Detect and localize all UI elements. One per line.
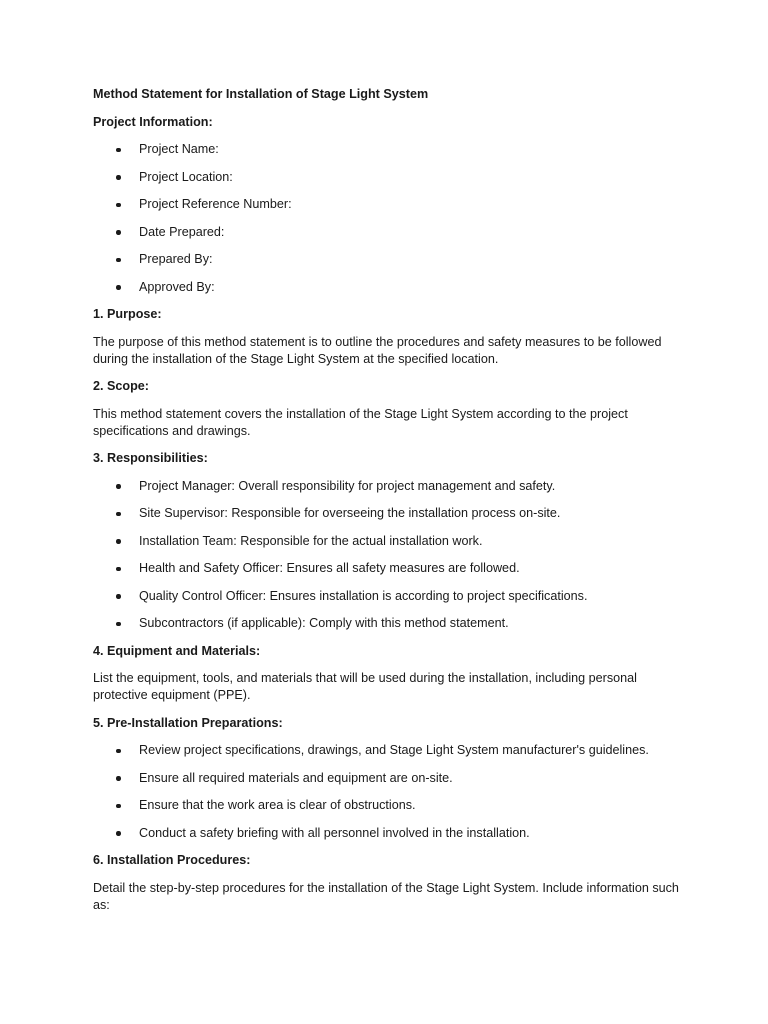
list-item: Review project specifications, drawings, and Stage Light System manufacturer's guidelines. (93, 742, 683, 759)
list-item: Ensure all required materials and equipment are on-site. (93, 770, 683, 787)
scope-paragraph: This method statement covers the installation of the Stage Light System according to the project specifications and drawings. (93, 406, 628, 438)
pre-installation-list (93, 742, 683, 842)
purpose-heading: 1. Purpose: (93, 307, 162, 321)
bullet-icon (116, 622, 121, 627)
list-item: Project Manager: Overall responsibility for project management and safety. (93, 478, 683, 495)
bullet-icon (116, 776, 121, 781)
procedures-heading: 6. Installation Procedures: (93, 853, 251, 867)
responsibilities-list (93, 478, 683, 633)
bullet-icon (116, 148, 121, 153)
pre-installation-heading: 5. Pre-Installation Preparations: (93, 715, 283, 730)
document-title: Method Statement for Installation of Stage Light System (93, 87, 429, 101)
list-item: Subcontractors (if applicable): Comply with this method statement. (93, 615, 683, 632)
list-item: Conduct a safety briefing with all personnel involved in the installation. (93, 825, 683, 842)
list-item: Site Supervisor: Responsible for overseeing the installation process on-site. (93, 505, 683, 522)
project-info-heading: Project Information: (93, 114, 213, 129)
list-item: Prepared By: (93, 251, 683, 268)
list-item: Installation Team: Responsible for the actual installation work. (93, 533, 683, 550)
bullet-icon (116, 175, 121, 180)
list-item: Project Name: (93, 141, 683, 158)
scope-heading: 2. Scope: (93, 379, 149, 393)
document-page (93, 86, 683, 924)
bullet-icon (116, 230, 121, 235)
list-item: Health and Safety Officer: Ensures all safety measures are followed. (93, 560, 683, 577)
list-item: Quality Control Officer: Ensures installation is according to project specifications. (93, 588, 683, 605)
bullet-icon (116, 804, 121, 809)
list-item: Project Reference Number: (93, 196, 683, 213)
bullet-icon (116, 258, 121, 263)
equipment-paragraph: List the equipment, tools, and materials that will be used during the installation, including personal protective equipment (PPE). (93, 671, 637, 702)
bullet-icon (116, 567, 121, 572)
bullet-icon (116, 831, 121, 836)
bullet-icon (116, 285, 121, 290)
bullet-icon (116, 512, 121, 517)
procedures-paragraph: Detail the step-by-step procedures for the installation of the Stage Light System. Include information such as: (93, 880, 679, 912)
list-item: Ensure that the work area is clear of obstructions. (93, 797, 683, 814)
bullet-icon (116, 749, 121, 754)
bullet-icon (116, 539, 121, 544)
list-item: Approved By: (93, 279, 683, 296)
bullet-icon (116, 484, 121, 489)
project-info-list (93, 141, 683, 296)
equipment-heading: 4. Equipment and Materials: (93, 643, 261, 658)
list-item: Date Prepared: (93, 224, 683, 241)
purpose-paragraph: The purpose of this method statement is to outline the procedures and safety measures to be followed during the installation of the Stage Light System at the specified location. (93, 334, 662, 366)
bullet-icon (116, 594, 121, 599)
responsibilities-heading: 3. Responsibilities: (93, 451, 208, 465)
bullet-icon (116, 203, 121, 208)
list-item: Project Location: (93, 169, 683, 186)
